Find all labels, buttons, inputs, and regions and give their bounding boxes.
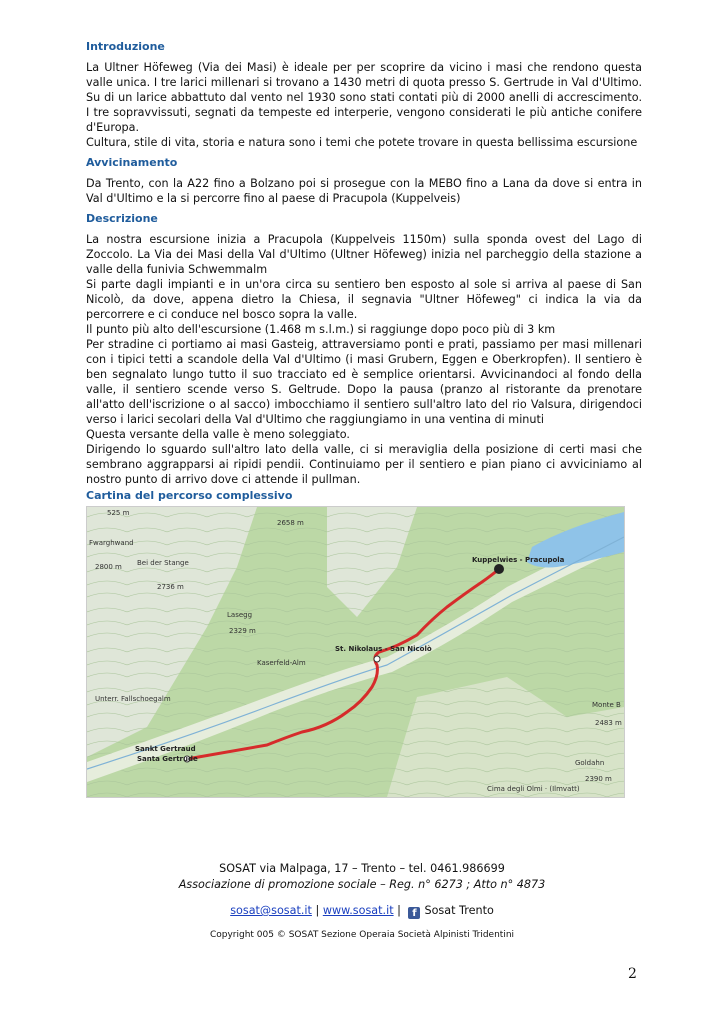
- map-label-2658: 2658 m: [277, 519, 304, 527]
- description-paragraph-4: Per stradine ci portiamo ai masi Gasteig, attraversiamo ponti e prati, passiamo per masi millenari con i tipici tetti a scandole della Val d'Ultimo (i masi Grubern, Eggen e Oberkropfen). Il sentiero è ben segnalato lungo tutto il suo tracciato ed è semplice orientarsi. Avvicinandoci al fondo della valle, il sentiero scende verso S. Geltrude. Dopo la pausa (pranzo al ristorante da prenotare all'atto dell'iscrizione o al sacco) imbocchiamo il sentiero sull'altro lato del rio Valsura, dirigendoci verso i larici secolari della Val d'Ultimo che raggiungiamo in una ventina di minuti: [86, 338, 642, 426]
- main-content: [86, 40, 642, 798]
- map-label-2800: 2800 m: [95, 563, 122, 571]
- page-number: 2: [628, 966, 637, 982]
- map-caption: Cartina del percorso complessivo: [86, 489, 293, 502]
- map-label-2390: 2390 m: [585, 775, 612, 783]
- map-label-st-nikolaus: St. Nikolaus - San Nicolò: [335, 645, 432, 653]
- map-label-2483: 2483 m: [595, 719, 622, 727]
- map-label-2736: 2736 m: [157, 583, 184, 591]
- description-paragraph-2: Si parte dagli impianti e in un'ora circa su sentiero ben esposto al sole si arriva al paese di San Nicolò, da dove, appena dietro la Chiesa, il segnavia "Ultner Höfeweg" ci indica la via da percorrere e ci conduce nel bosco sopra la valle.: [86, 278, 642, 321]
- map-label-top-elev: 525 m: [107, 509, 130, 517]
- footer-sep-2: |: [393, 904, 405, 917]
- map-label-bei-stange: Bei der Stange: [137, 559, 189, 567]
- map-label-kaserfeld: Kaserfeld-Alm: [257, 659, 306, 667]
- description-paragraph-6: Dirigendo lo sguardo sull'altro lato della valle, ci si meraviglia della posizione di certi masi che sembrano aggrapparsi ai ripidi pendii. Continuiamo per il sentiero e pian piano ci avviciniamo al nostro punto di arrivo dove ci attende il pullman.: [86, 443, 642, 486]
- email-link[interactable]: sosat@sosat.it: [230, 904, 312, 917]
- website-link[interactable]: www.sosat.it: [322, 904, 394, 917]
- footer-sep-1: |: [311, 904, 323, 917]
- facebook-icon[interactable]: f: [408, 907, 420, 919]
- footer-association: Associazione di promozione sociale – Reg. n° 6273 ; Atto n° 4873: [178, 878, 546, 891]
- map-label-2329: 2329 m: [229, 627, 256, 635]
- map-label-lasegg: Lasegg: [227, 611, 253, 619]
- map-waypoint-san-nicolo: [374, 656, 380, 662]
- map-label-monte-b: Monte B: [592, 701, 621, 709]
- map-label-santa-gertrude: Santa Gertrude: [137, 755, 198, 763]
- section-title-avvicinamento: Avvicinamento: [86, 156, 178, 169]
- section-title-descrizione: Descrizione: [86, 212, 158, 225]
- description-paragraph-5: Questa versante della valle è meno soleggiato.: [86, 428, 350, 441]
- map-label-fwargr: Fwarghwand: [89, 539, 134, 547]
- description-paragraph-3: Il punto più alto dell'escursione (1.468 m s.l.m.) si raggiunge dopo poco più di 3 km: [86, 323, 556, 336]
- footer-copyright: Copyright 005 © SOSAT Sezione Operaia Società Alpinisti Tridentini: [209, 930, 515, 940]
- route-map: [86, 506, 625, 798]
- footer-address: SOSAT via Malpaga, 17 – Trento – tel. 0461.986699: [219, 862, 505, 875]
- footer-links: [0, 904, 724, 919]
- map-label-sankt-gertraud: Sankt Gertraud: [135, 745, 196, 753]
- intro-paragraph-2: Cultura, stile di vita, storia e natura sono i temi che potete trovare in questa bellissima escursione: [86, 136, 638, 149]
- description-paragraph-1: La nostra escursione inizia a Pracupola (Kuppelveis 1150m) sulla sponda ovest del Lago di Zoccolo. La Via dei Masi della Val d'Ultimo (Ultner Höfeweg) inizia nel parcheggio della stazione a valle della funivia Schwemmalm: [86, 233, 642, 276]
- map-label-cima-olmi: Cima degli Olmi · (Ilmvatt): [487, 785, 580, 793]
- map-svg: [87, 507, 624, 797]
- approach-paragraph: Da Trento, con la A22 fino a Bolzano poi si prosegue con la MEBO fino a Lana da dove si entra in Val d'Ultimo e la si percorre fino al paese di Pracupola (Kuppelveis): [86, 177, 642, 205]
- map-start-marker: [494, 564, 504, 574]
- facebook-page-name: Sosat Trento: [424, 904, 494, 917]
- map-label-fallschoeggalm: Unterr. Fallschoegalm: [95, 695, 171, 703]
- map-label-kuppelwies: Kuppelwies - Pracupola: [472, 556, 565, 564]
- intro-paragraph: La Ultner Höfeweg (Via dei Masi) è ideale per per scoprire da vicino i masi che rendono questa valle unica. I tre larici millenari si trovano a 1430 metri di quota presso S. Gertrude in Val d'Ultimo. Su di un larice abbattuto dal vento nel 1930 sono stati contati più di 2000 anelli di accrescimento. I tre sopravvissuti, segnati da tempeste ed interperie, vengono considerati le più antiche conifere d'Europa.: [86, 61, 642, 134]
- map-label-goldahn: Goldahn: [575, 759, 605, 767]
- section-title-introduzione: Introduzione: [86, 40, 165, 53]
